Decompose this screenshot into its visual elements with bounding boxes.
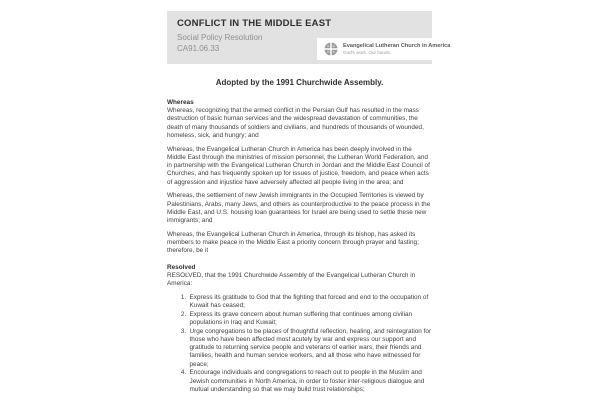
whereas-heading: Whereas	[167, 99, 194, 106]
whereas-paragraph: Whereas, the Evangelical Lutheran Church in America has been deeply involved in the Middle East through the ministries of mission personnel, the Lutheran World Federation, and in partnership with the Evangelical Lutheran Church in Jordan and the Middle East Council of Churches, and has frequently spoken up for issues of justice, freedom, and peace when acts of aggression and injustice have adversely affected all people living in the area; and	[167, 145, 430, 186]
resolved-section	[167, 264, 432, 395]
resolution-item: 1. Express its gratitude to God that the fighting that forced and end to the occupation of Kuwait has ceased;	[188, 294, 432, 311]
whereas-paragraph: Whereas, recognizing that the armed conflict in the Persian Gulf has resulted in the mass destruction of basic human services and the widespread devastation of communities, the death of many thousands of soldiers and civilians, and hundreds of thousands of wounded, homeless, sick, and hungry; and	[167, 107, 424, 139]
whereas-section	[167, 99, 432, 256]
resolution-item: 3. Urge congregations to be places of thoughtful reflection, healing, and reintegration for those who have been affected most acutely by war and express our support and gratitude to returning service people and veterans of earlier wars, their friends and families, health and human service workers, and all those who have witnessed for peace;	[188, 328, 432, 369]
document-subtitle: Social Policy Resolution	[177, 32, 263, 42]
resolved-heading: Resolved	[167, 263, 196, 271]
document-title: CONFLICT IN THE MIDDLE EAST	[177, 18, 332, 29]
whereas-paragraph: Whereas, the Evangelical Lutheran Church in America, through its bishop, has asked its members to make peace in the Middle East a priority concern through prayer and fasting; therefore, be it	[167, 230, 419, 255]
resolutions-list	[167, 294, 432, 395]
adopted-heading: Adopted by the 1991 Churchwide Assembly.	[215, 78, 384, 87]
document-code: CA91.06.33	[177, 44, 220, 53]
elca-emblem-icon	[324, 42, 338, 56]
header-banner	[167, 11, 451, 64]
elca-logo-text	[343, 43, 450, 56]
elca-logo	[317, 38, 490, 60]
logo-tagline: God's work. Our hands.	[343, 50, 392, 56]
document-column	[167, 11, 451, 395]
resolved-intro: RESOLVED, that the 1991 Churchwide Assembly of the Evangelical Lutheran Church in America:	[167, 271, 416, 287]
logo-org-name: Evangelical Lutheran Church in America	[343, 42, 451, 49]
whereas-paragraph: Whereas, the settlement of new Jewish immigrants in the Occupied Territories is viewed by Palestinians, Arabs, many Jews, and others as counterproductive to the peace process in the Middle East, and U.S. housing loan guarantees for Israel are being used to settle these new immigrants; and	[167, 192, 431, 224]
resolution-item: 2. Express its grave concern about human suffering that continues among civilian populations in Iraq and Kuwait;	[188, 311, 432, 328]
resolution-item: 4. Encourage individuals and congregations to reach out to people in the Muslim and Jewish communities in North America, in order to foster inter-religious dialogue and mutual understanding so that we may build trust relationships;	[188, 369, 432, 394]
